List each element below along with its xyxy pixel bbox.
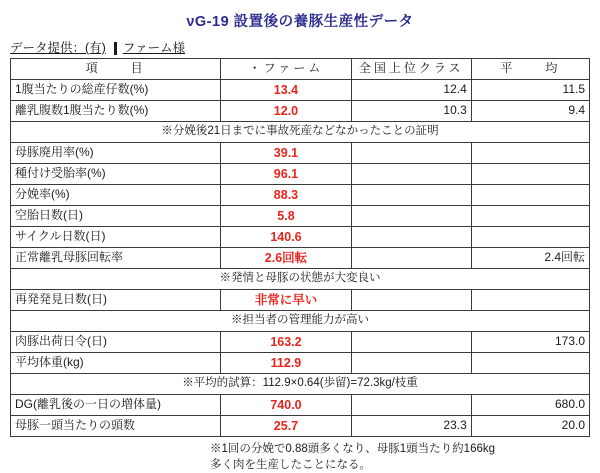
table-note-cell: ※平均的試算：112.9×0.64(歩留)=72.3kg/枝重 [11, 374, 590, 395]
redaction-bar-icon [114, 42, 117, 55]
cell-top-class-value: 23.3 [351, 416, 471, 437]
table-row [11, 416, 590, 437]
table-row [11, 353, 590, 374]
cell-top-class-value [351, 227, 471, 248]
table-header [11, 59, 590, 80]
cell-average-value [471, 353, 589, 374]
row-label: DG(離乳後の一日の増体量) [11, 395, 221, 416]
cell-top-class-value [351, 353, 471, 374]
cell-farm-value: 88.3 [221, 185, 351, 206]
cell-farm-value: 96.1 [221, 164, 351, 185]
page-title: νG-19 設置後の養豚生産性データ [186, 14, 414, 30]
table-row [11, 185, 590, 206]
row-label: 平均体重(kg) [11, 353, 221, 374]
cell-average-value [471, 143, 589, 164]
table-row [11, 269, 590, 290]
cell-top-class-value [351, 164, 471, 185]
cell-top-class-value [351, 332, 471, 353]
cell-farm-value: 2.6回転 [221, 248, 351, 269]
row-label: サイクル日数(日) [11, 227, 221, 248]
table-body [11, 80, 590, 437]
table-row [11, 248, 590, 269]
table-row [11, 395, 590, 416]
cell-average-value: 9.4 [471, 101, 589, 122]
row-label: 離乳腹数1腹当たり数(%) [11, 101, 221, 122]
table-row [11, 332, 590, 353]
cell-top-class-value: 12.4 [351, 80, 471, 101]
cell-farm-value: 13.4 [221, 80, 351, 101]
row-label: 空胎日数(日) [11, 206, 221, 227]
row-label: 種付け受胎率(%) [11, 164, 221, 185]
cell-farm-value: 非常に早い [221, 290, 351, 311]
row-label: 1腹当たりの総産仔数(%) [11, 80, 221, 101]
row-label: 正常離乳母豚回転率 [11, 248, 221, 269]
table-row [11, 290, 590, 311]
row-label: 肉豚出荷日令(日) [11, 332, 221, 353]
cell-average-value: 20.0 [471, 416, 589, 437]
cell-top-class-value [351, 185, 471, 206]
cell-farm-value: 5.8 [221, 206, 351, 227]
table-note-cell: ※分娩後21日までに事故死産などなかったことの証明 [11, 122, 590, 143]
data-provider-name: ファーム様 [122, 41, 186, 55]
row-label: 分娩率(%) [11, 185, 221, 206]
cell-farm-value: 740.0 [221, 395, 351, 416]
cell-average-value [471, 227, 589, 248]
cell-average-value: 173.0 [471, 332, 589, 353]
cell-farm-value: 25.7 [221, 416, 351, 437]
table-row [11, 164, 590, 185]
table-row [11, 374, 590, 395]
productivity-table [10, 58, 590, 437]
cell-top-class-value [351, 143, 471, 164]
row-label: 再発発見日数(日) [11, 290, 221, 311]
table-row [11, 311, 590, 332]
cell-farm-value: 140.6 [221, 227, 351, 248]
table-note-cell: ※担当者の管理能力が高い [11, 311, 590, 332]
column-header-farm: ・ファーム [221, 59, 351, 80]
cell-top-class-value: 10.3 [351, 101, 471, 122]
table-row [11, 80, 590, 101]
cell-average-value [471, 164, 589, 185]
cell-average-value: 11.5 [471, 80, 589, 101]
row-label: 母豚一頭当たりの頭数 [11, 416, 221, 437]
column-header-top-class: 全国上位クラス [351, 59, 471, 80]
footnote-line-2: 多く肉を生産したことになる。 [210, 458, 371, 471]
cell-average-value: 2.4回転 [471, 248, 589, 269]
data-provider-label: データ提供：(有) [10, 41, 106, 55]
table-row [11, 101, 590, 122]
cell-farm-value: 112.9 [221, 353, 351, 374]
column-header-average: 平 均 [471, 59, 589, 80]
cell-farm-value: 163.2 [221, 332, 351, 353]
cell-top-class-value [351, 290, 471, 311]
cell-top-class-value [351, 395, 471, 416]
table-row [11, 122, 590, 143]
data-provider-row [0, 31, 600, 58]
cell-top-class-value [351, 248, 471, 269]
column-header-item: 項 目 [11, 59, 221, 80]
cell-average-value: 680.0 [471, 395, 589, 416]
cell-average-value [471, 206, 589, 227]
footnote-line-1: ※1回の分娩で0.88頭多くなり、母豚1頭当たり約166kg [210, 443, 496, 455]
cell-top-class-value [351, 206, 471, 227]
table-row [11, 227, 590, 248]
table-row [11, 143, 590, 164]
cell-average-value [471, 185, 589, 206]
cell-average-value [471, 290, 589, 311]
table-note-cell: ※発情と母豚の状態が大変良い [11, 269, 590, 290]
footnote [0, 437, 600, 473]
cell-farm-value: 39.1 [221, 143, 351, 164]
row-label: 母豚廃用率(%) [11, 143, 221, 164]
table-header-row [11, 59, 590, 80]
table-row [11, 206, 590, 227]
cell-farm-value: 12.0 [221, 101, 351, 122]
